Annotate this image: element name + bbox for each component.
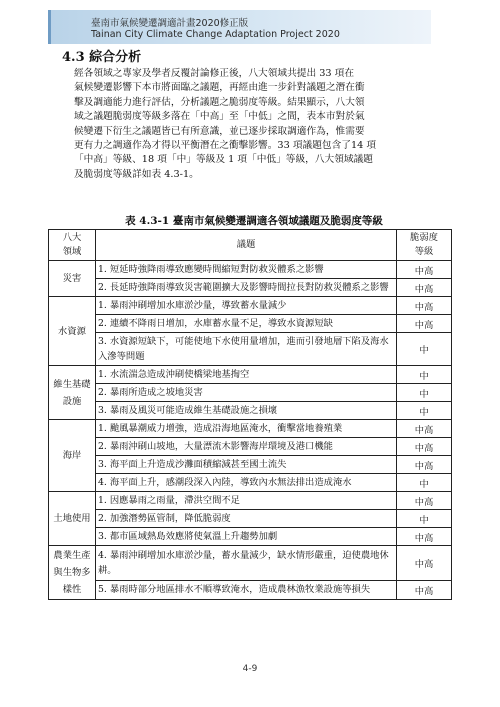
degree-cell: 中高 — [397, 456, 452, 474]
table-row — [49, 528, 452, 546]
issue-cell: 1. 水流湍急造成沖刷使橋梁地基掏空 — [96, 366, 397, 384]
degree-cell: 中 — [397, 474, 452, 492]
domain-cell: 水資源 — [49, 297, 96, 366]
degree-cell: 中高 — [397, 279, 452, 297]
degree-cell: 中高 — [397, 580, 452, 599]
table-row — [49, 333, 452, 366]
degree-cell: 中高 — [397, 420, 452, 438]
degree-cell: 中高 — [397, 546, 452, 581]
issue-cell: 1. 因應暴雨之雨量，滯洪空間不足 — [96, 492, 397, 510]
body-paragraph — [74, 67, 434, 182]
paragraph-line: 氣候變遷影響下本市將面臨之議題，再經由進一步針對議題之潛在衝 — [74, 82, 365, 94]
header-degree: 脆弱度 等級 — [397, 230, 452, 261]
issue-cell: 2. 連續不降雨日增加，水庫蓄水量不足，導致水資源短缺 — [96, 315, 397, 333]
degree-cell: 中高 — [397, 297, 452, 315]
issue-cell: 5. 暴雨時部分地區排水不順導致淹水，造成農林漁牧業設施等損失 — [96, 580, 397, 599]
table-row — [49, 402, 452, 420]
domain-cell: 海岸 — [49, 420, 96, 492]
paragraph-line: 「中高」等級、18 項「中」等級及 1 項「中低」等級，八大領域議題 — [74, 154, 373, 166]
vulnerability-table — [48, 229, 452, 600]
header-title-zh: 臺南市氣候變遷調適計畫2020修正版 — [91, 18, 249, 29]
table-row — [49, 546, 452, 581]
degree-cell: 中 — [397, 333, 452, 366]
issue-cell: 3. 都市區域熱島效應將使氣溫上升趨勢加劇 — [96, 528, 397, 546]
table-row — [49, 492, 452, 510]
table-row — [49, 510, 452, 528]
table-row — [49, 366, 452, 384]
issue-cell: 1. 短延時強降雨導致應變時間縮短對防救災體系之影響 — [96, 261, 397, 279]
table-caption: 表 4.3-1 臺南市氣候變遷調適各領域議題及脆弱度等級 — [125, 215, 383, 227]
paragraph-line: 更有力之調適作為才得以平衡潛在之衝擊影響。33 項議題包含了14 項 — [74, 140, 377, 152]
degree-cell: 中 — [397, 510, 452, 528]
header-title-en: Tainan City Climate Change Adaptation Project 2020 — [91, 29, 340, 40]
table-row — [49, 580, 452, 599]
table-row — [49, 384, 452, 402]
degree-cell: 中 — [397, 366, 452, 384]
domain-cell: 土地使用 — [49, 492, 96, 546]
page-number: 4-9 — [242, 664, 258, 674]
paragraph-line: 經各領域之專家及學者反覆討論修正後，八大領域共提出 33 項在 — [74, 68, 355, 79]
paragraph-line: 候變遷下衍生之議題皆已有所意識，並已逐步採取調適作為，惟需要 — [74, 125, 365, 137]
degree-cell: 中高 — [397, 261, 452, 279]
degree-cell: 中高 — [397, 438, 452, 456]
domain-cell: 維生基礎設施 — [49, 366, 96, 420]
issue-cell: 2. 加強潛勢區管制，降低脆弱度 — [96, 510, 397, 528]
paragraph-line: 域之議題脆弱度等級多落在「中高」至「中低」之間，表本市對於氣 — [74, 111, 365, 123]
table-row — [49, 297, 452, 315]
section-title: 4.3 綜合分析 — [62, 50, 142, 65]
table-row — [49, 261, 452, 279]
degree-cell: 中 — [397, 402, 452, 420]
table-row — [49, 420, 452, 438]
table-row — [49, 474, 452, 492]
issue-cell: 4. 暴雨沖刷增加水庫淤沙量，蓄水量減少，缺水情形嚴重，迫使農地休耕。 — [96, 546, 397, 581]
issue-cell: 4. 海平面上升，感潮段深入內陸，導致內水無法排出造成淹水 — [96, 474, 397, 492]
table-row — [49, 438, 452, 456]
degree-cell: 中高 — [397, 315, 452, 333]
domain-cell: 農業生產與生物多樣性 — [49, 546, 96, 600]
header-domain: 八大 領域 — [49, 230, 96, 261]
table-row — [49, 315, 452, 333]
issue-cell: 1. 颱風暴潮威力增強，造成沿海地區淹水，衝擊當地養殖業 — [96, 420, 397, 438]
issue-cell: 2. 暴雨所造成之坡地災害 — [96, 384, 397, 402]
issue-cell: 3. 海平面上升造成沙灘面積縮減甚至國土流失 — [96, 456, 397, 474]
issue-cell: 2. 暴雨沖刷山坡地，大量漂流木影響海岸環境及港口機能 — [96, 438, 397, 456]
issue-cell: 2. 長延時強降雨導致災害範圍擴大及影響時間拉長對防救災體系之影響 — [96, 279, 397, 297]
header-issue: 議題 — [96, 230, 397, 261]
issue-cell: 3. 水資源短缺下，可能使地下水使用量增加，進而引發地層下陷及海水入滲等問題 — [96, 333, 397, 366]
paragraph-line: 及脆弱度等級詳如表 4.3-1。 — [74, 168, 199, 180]
domain-cell: 災害 — [49, 261, 96, 297]
paragraph-line: 擊及調適能力進行評估，分析議題之脆弱度等級。結果顯示，八大領 — [74, 96, 365, 108]
table-row — [49, 279, 452, 297]
degree-cell: 中 — [397, 384, 452, 402]
table-row — [49, 456, 452, 474]
degree-cell: 中高 — [397, 492, 452, 510]
page-header-banner — [48, 10, 431, 44]
issue-cell: 3. 暴雨及風災可能造成維生基礎設施之損壞 — [96, 402, 397, 420]
degree-cell: 中高 — [397, 528, 452, 546]
issue-cell: 1. 暴雨沖刷增加水庫淤沙量，導致蓄水量減少 — [96, 297, 397, 315]
